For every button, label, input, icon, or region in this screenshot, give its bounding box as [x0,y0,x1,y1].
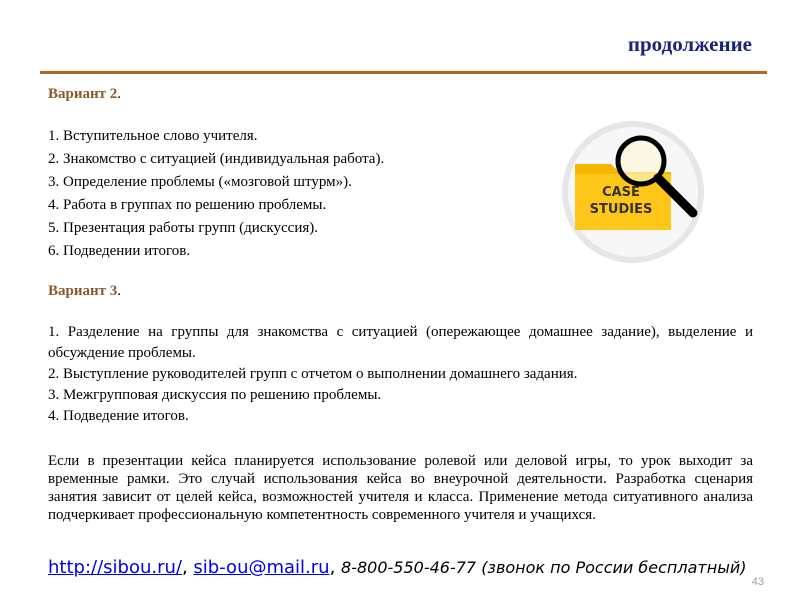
variant-3-heading-dot: . [117,283,122,299]
separator: , [329,557,342,578]
list-item: 6. Подведении итогов. [48,243,191,259]
list-item: 4. Работа в группах по решению проблемы. [48,197,327,213]
list-item: 3. Определение проблемы («мозговой штурм»). [48,174,352,190]
list-item: 2. Знакомство с ситуацией (индивидуальная работа). [48,151,385,167]
summary-paragraph: Если в презентации кейса планируется использование ролевой или деловой игры, то урок выходит за временные рамки. Это случай использования кейса во внеурочной деятельности. Разработка сценария занятия зависит от целей кейса, возможностей учителя и класса. Применение метода ситуативного анализа подчеркивает профессиональную компетентность современного учителя и учащихся. [48,453,753,523]
separator: , [181,557,194,578]
page-title: продолжение [627,32,752,56]
list-item: 2. Выступление руководителей групп с отчетом о выполнении домашнего задания. [48,366,578,382]
variant-2-heading-dot: . [117,86,122,102]
list-item: 3. Межгрупповая дискуссия по решению проблемы. [48,387,382,403]
studies-text: STUDIES [589,202,653,217]
page-number: 43 [751,576,764,588]
variant-2-list [48,125,518,263]
variant-2-heading [48,86,121,103]
phone-text: 8-800-550-46-77 (звонок по России бесплатный) [341,558,747,577]
website-link[interactable]: http://sibou.ru/ [48,557,182,578]
variant-2-heading-text: Вариант 2 [48,86,118,102]
case-text: CASE [602,185,640,200]
list-item: 1. Вступительное слово учителя. [48,128,258,144]
variant-3-heading-text: Вариант 3 [48,283,118,299]
list-item: 1. Разделение на группы для знакомства с ситуацией (опережающее домашнее задание), выделение и обсуждение проблемы. [48,324,753,361]
variant-3-list [48,322,753,427]
contacts-line [48,557,746,578]
case-studies-icon [553,118,713,266]
list-item: 5. Презентация работы групп (дискуссия). [48,220,318,236]
email-link[interactable]: sib-ou@mail.ru [193,557,330,578]
variant-3-heading [48,283,121,300]
list-item: 4. Подведение итогов. [48,408,189,424]
header-divider [40,71,767,74]
